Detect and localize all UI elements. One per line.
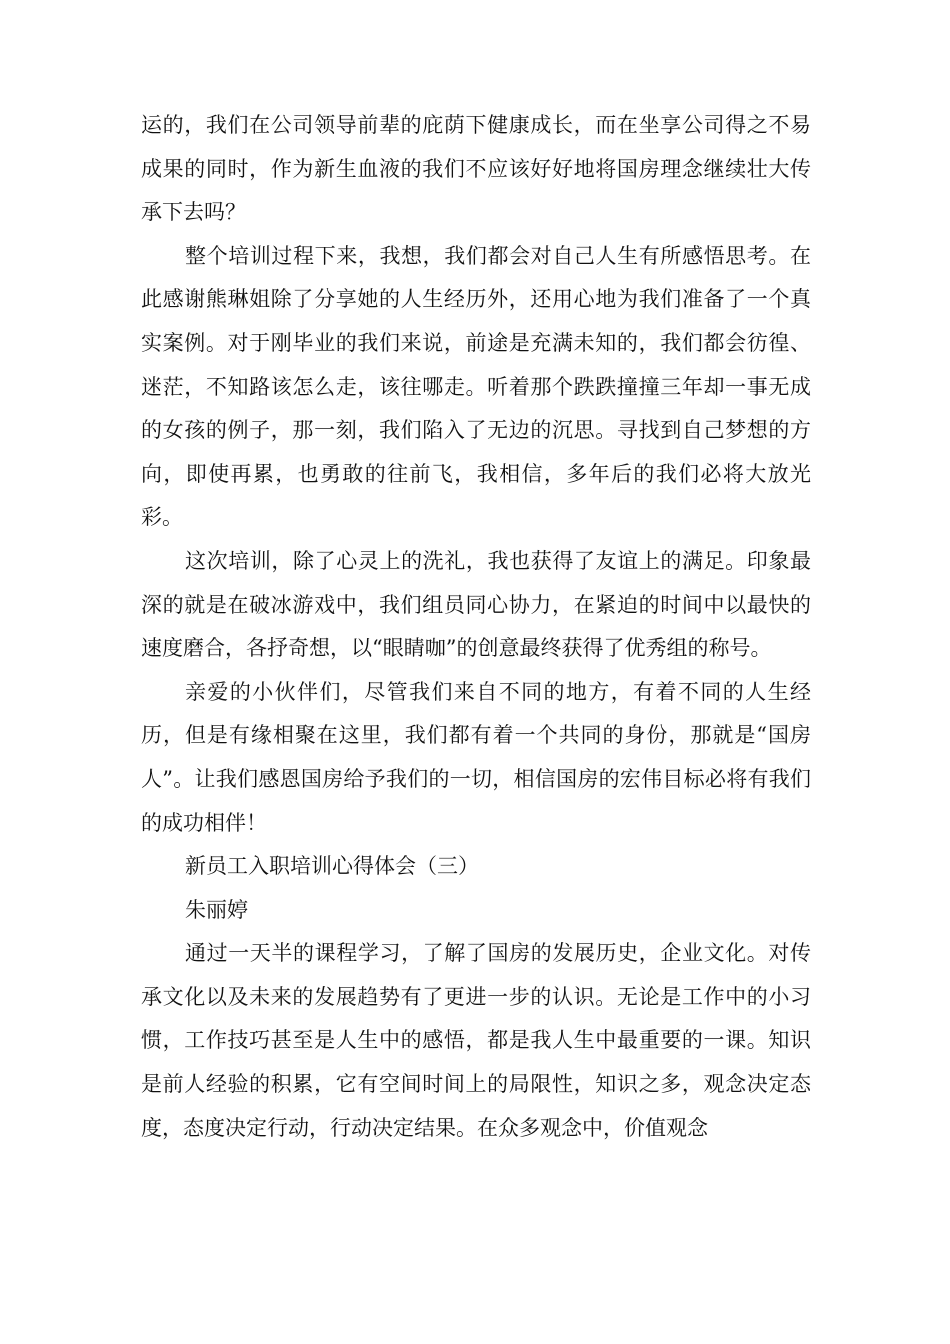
author-name: 朱丽婷: [185, 897, 248, 922]
paragraph-1: 运的，我们在公司领导前辈的庇荫下健康成长，而在坐享公司得之不易成果的同时，作为新生血液的我们不应该好好地将国房理念继续壮大传承下去吗？: [141, 113, 811, 225]
section-heading: 新员工入职培训心得体会（三）: [185, 854, 479, 879]
paragraph-3: 这次培训，除了心灵上的洗礼，我也获得了友谊上的满足。印象最深的就是在破冰游戏中，我们组员同心协力，在紧迫的时间中以最快的速度磨合，各抒奇想，以“眼睛咖”的创意最终获得了优秀组的称号。: [141, 548, 811, 661]
document-page: [141, 104, 811, 1150]
paragraph-2: 整个培训过程下来，我想，我们都会对自己人生有所感悟思考。在此感谢熊琳姐除了分享她的人生经历外，还用心地为我们准备了一个真实案例。对于刚毕业的我们来说，前途是充满未知的，我们都会彷徨、迷茫，不知路该怎么走，该往哪走。听着那个跌跌撞撞三年却一事无成的女孩的例子，那一刻，我们陷入了无边的沉思。寻找到自己梦想的方向，即使再累，也勇敢的往前飞，我相信，多年后的我们必将大放光彩。: [141, 243, 811, 530]
paragraph-5: 通过一天半的课程学习，了解了国房的发展历史，企业文化。对传承文化以及未来的发展趋势有了更进一步的认识。无论是工作中的小习惯，工作技巧甚至是人生中的感悟，都是我人生中最重要的一课。知识是前人经验的积累，它有空间时间上的局限性，知识之多，观念决定态度，态度决定行动，行动决定结果。在众多观念中，价值观念: [141, 941, 811, 1140]
paragraph-4: 亲爱的小伙伴们，尽管我们来自不同的地方，有着不同的人生经历，但是有缘相聚在这里，我们都有着一个共同的身份，那就是“国房人”。让我们感恩国房给予我们的一切，相信国房的宏伟目标必将有我们的成功相伴！: [141, 679, 811, 835]
